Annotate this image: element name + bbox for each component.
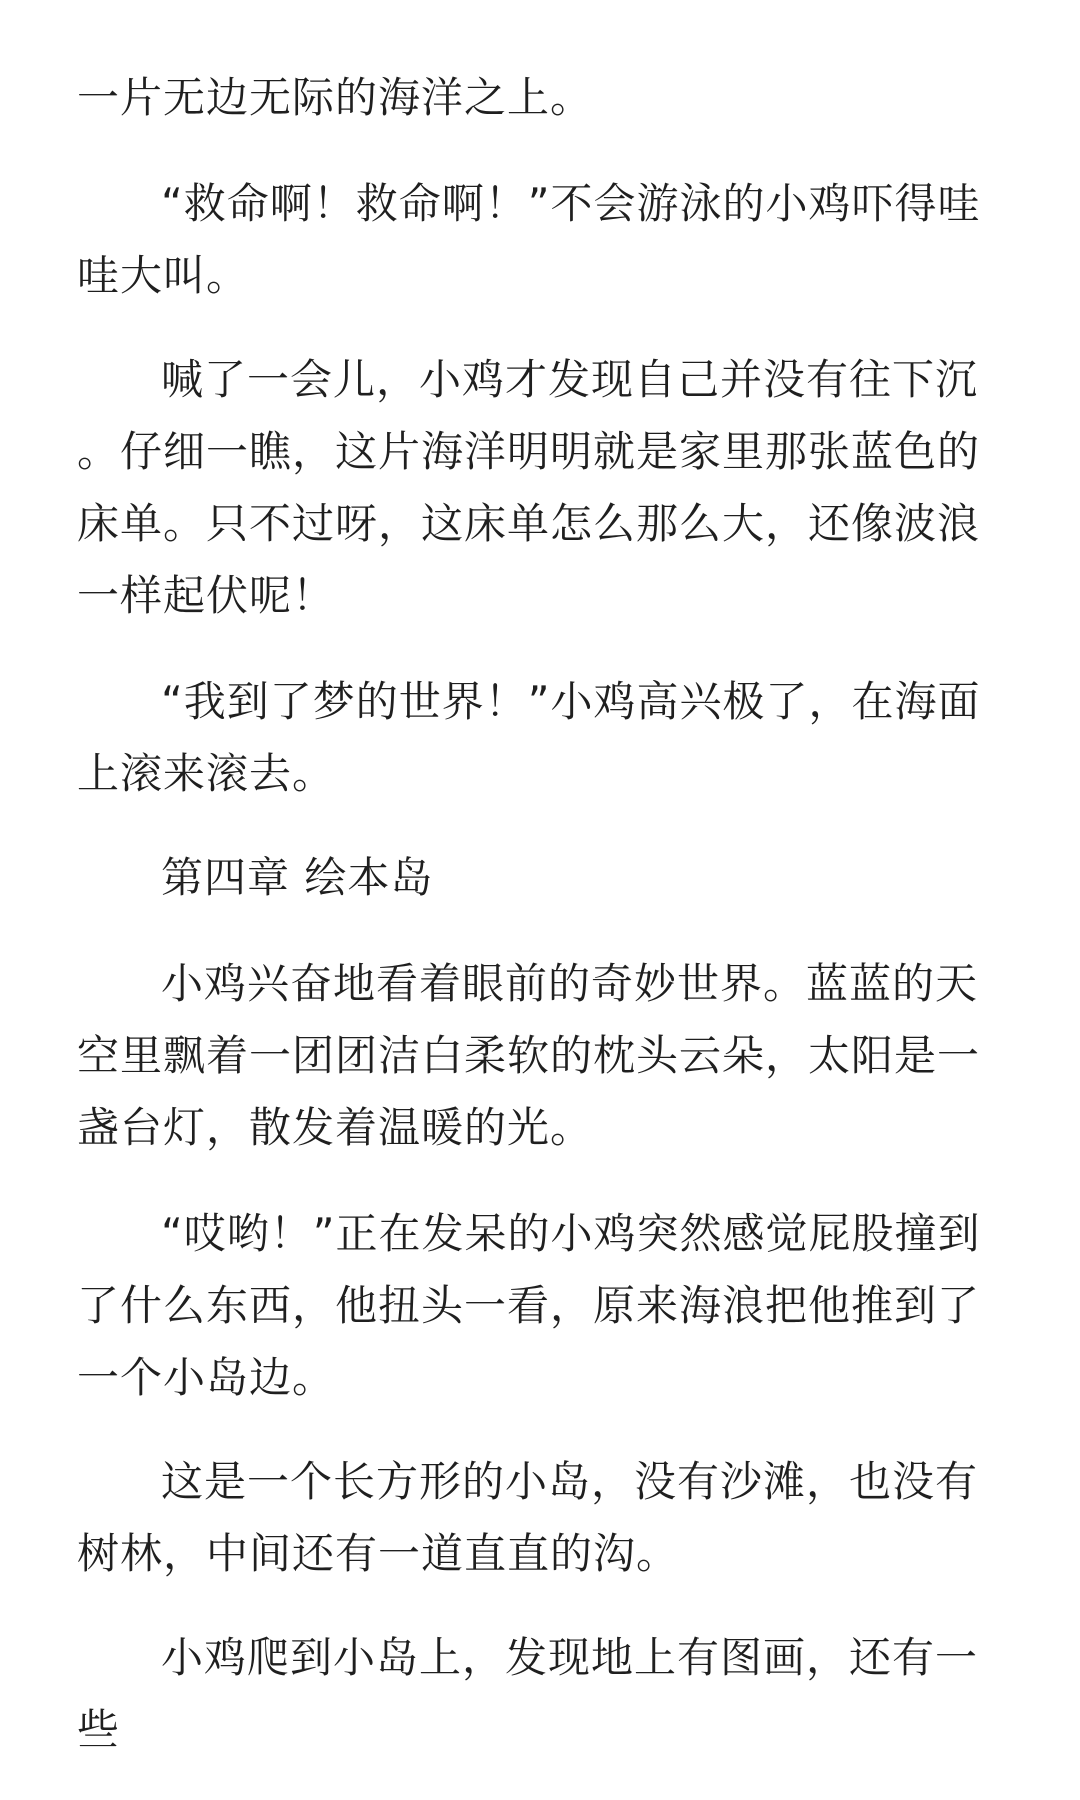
chapter-heading: 第四章 绘本岛 <box>161 853 434 902</box>
paragraph-bedsheet-sea: 喊了一会儿，小鸡才发现自己并没有往下沉。仔细一瞧，这片海洋明明就是家里那张蓝色的床单。只不过呀，这床单怎么那么大，还像波浪一样起伏呢！ <box>77 355 981 620</box>
paragraph-pictures-on-ground: 小鸡爬到小岛上，发现地上有图画，还有一些 <box>77 1633 979 1754</box>
paragraph-rectangle-island: 这是一个长方形的小岛，没有沙滩，也没有树林，中间还有一道直直的沟。 <box>77 1457 979 1578</box>
paragraph-island-bump: “哎哟！”正在发呆的小鸡突然感觉屁股撞到了什么东西，他扭头一看，原来海浪把他推到了一个小岛边。 <box>77 1209 981 1402</box>
paragraph-cry-for-help: “救命啊！救命啊！”不会游泳的小鸡吓得哇哇大叫。 <box>77 179 981 300</box>
paragraph-dream-world: “我到了梦的世界！”小鸡高兴极了，在海面上滚来滚去。 <box>77 677 981 798</box>
paragraph-wonderful-world: 小鸡兴奋地看着眼前的奇妙世界。蓝蓝的天空里飘着一团团洁白柔软的枕头云朵，太阳是一盏台灯，散发着温暖的光。 <box>77 959 981 1152</box>
paragraph-continuation: 一片无边无际的海洋之上。 <box>77 73 594 122</box>
